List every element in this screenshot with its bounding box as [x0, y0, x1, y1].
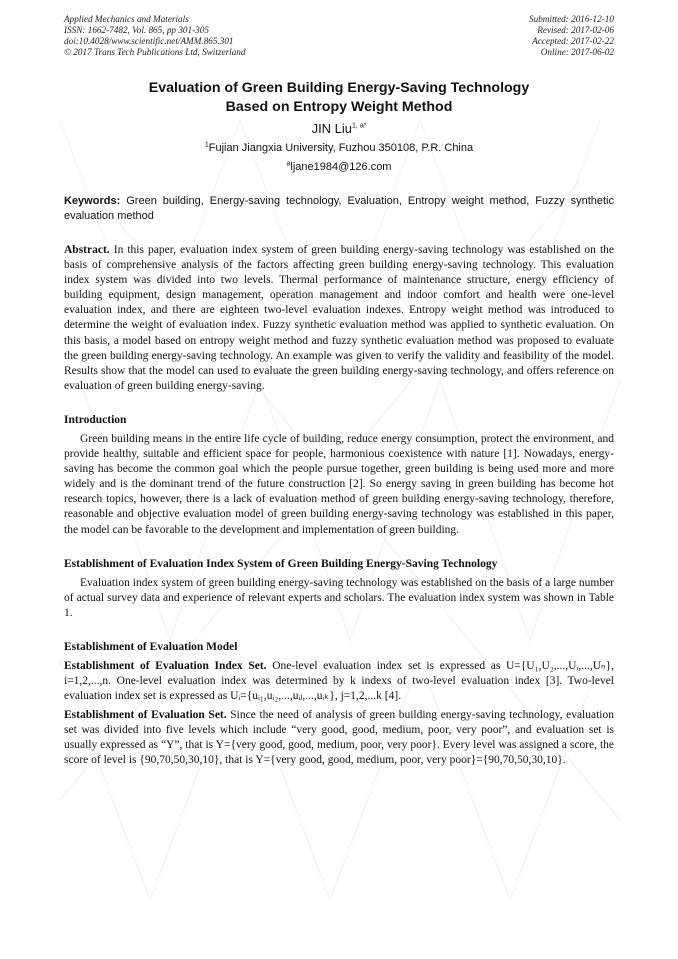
title-line-2: Based on Entropy Weight Method	[225, 99, 453, 115]
email-superscript: a	[286, 160, 291, 168]
paper-content	[64, 14, 614, 769]
author	[64, 121, 614, 136]
accepted-date: Accepted: 2017-02-22	[532, 36, 614, 46]
index-system-paragraph: Evaluation index system of green building energy-saving technology was established on the basis of a large number of actual survey data and experience of relevant experts and scholars. The evaluation index system was shown in Table 1.	[64, 576, 614, 619]
keywords-text: Green building, Energy-saving technology, Evaluation, Entropy weight method, Fuzzy synthetic evaluation method	[64, 195, 614, 222]
submitted-date: Submitted: 2016-12-10	[529, 14, 614, 24]
evaluation-model-heading: Establishment of Evaluation Model	[64, 640, 238, 653]
introduction-heading: Introduction	[64, 413, 127, 426]
author-name: JIN Liu	[311, 121, 353, 136]
journal-name: Applied Mechanics and Materials	[64, 14, 189, 24]
affiliation-text: Fujian Jiangxia University, Fuzhou 350108, P.R. China	[208, 142, 474, 154]
doi: doi:10.4028/www.scientific.net/AMM.865.301	[64, 36, 234, 46]
copyright: © 2017 Trans Tech Publications Ltd, Switzerland	[64, 47, 246, 57]
keywords-label: Keywords:	[64, 195, 121, 207]
index-set-text: One-level evaluation index set is expressed as U={U₁,U₂,...,Uᵢ,...,Uₙ}, i=1,2,...,n. One-level evaluation index was determined by k indexs of two-level evaluation index [3]. Two-level evaluation index set is expressed as Uᵢ={uᵢ₁,uᵢ₂,...,uᵢⱼ,...,uᵢₖ}, j=1,2,...k [4].	[64, 659, 615, 703]
section-introduction	[64, 413, 614, 538]
section-evaluation-model	[64, 640, 614, 769]
paper-title	[64, 79, 614, 117]
abstract	[64, 243, 614, 394]
author-email	[64, 161, 614, 173]
author-superscript: 1, a*	[352, 122, 367, 130]
revised-date: Revised: 2017-02-06	[537, 25, 614, 35]
journal-info	[64, 14, 245, 58]
issn-volume: ISSN: 1662-7482, Vol. 865, pp 301-305	[64, 25, 209, 35]
keywords	[64, 194, 614, 224]
title-line-1: Evaluation of Green Building Energy-Saving Technology	[148, 80, 530, 96]
email-text: ljane1984@126.com	[290, 161, 392, 173]
evaluation-set-text: Since the need of analysis of green building energy-saving technology, evaluation set was divided into five levels which include “very good, good, medium, poor, very poor”, and evaluation set is usually expressed as “Y”, that is Y={very good, good, medium, poor, very poor}. Every level was assigned a score, the score of level is {90,70,50,30,10}, that is Y={very good, good, medium, poor, very poor}={90,70,50,30,10}.	[64, 709, 615, 767]
index-set-paragraph	[64, 659, 614, 704]
affiliation	[64, 142, 614, 154]
abstract-label: Abstract.	[64, 244, 110, 256]
index-set-label: Establishment of Evaluation Index Set.	[64, 659, 267, 672]
affiliation-superscript: 1	[204, 141, 209, 149]
date-info	[529, 14, 614, 58]
evaluation-set-label: Establishment of Evaluation Set.	[64, 709, 227, 722]
introduction-paragraph: Green building means in the entire life cycle of building, reduce energy consumption, protect the environment, and provide healthy, suitable and efficient space for people, harmonious coexistence with nature [1]. Nowadays, energy-saving has become the common goal which the people pursue together, green building is being used more and more widely and is the dominant trend of the future construction [2]. So energy saving in green building has become hot research topics, however, there is a lack of evaluation method of green building energy-saving technology, therefore, reasonable and objective evaluation model of green building energy-saving technology was established in this paper, the model can be favorable to the development and implementation of green building.	[64, 432, 614, 536]
section-index-system	[64, 557, 614, 621]
evaluation-set-paragraph	[64, 708, 614, 768]
index-system-heading: Establishment of Evaluation Index System of Green Building Energy-Saving Technology	[64, 557, 498, 570]
publication-metadata	[64, 14, 614, 58]
abstract-text: In this paper, evaluation index system of green building energy-saving technology was established on the basis of comprehensive analysis of the factors affecting green building energy-saving technology. This evaluation index system was divided into two levels. Thermal performance of maintenance structure, energy efficiency of building equipment, design management, operation management and indoor comfort and health were one-level evaluation index, and there are eighteen two-level evaluation indexes. Entropy weight method was introduced to determine the weight of evaluation index. Fuzzy synthetic evaluation method was applied to synthetic evaluation. On this basis, a model based on entropy weight method and fuzzy synthetic evaluation method was proposed to evaluate the green building energy-saving technology. An example was given to verify the validity and feasibility of the model. Results show that the model can used to evaluate the green building energy-saving technology, and offers reference on evaluation of green building energy-saving.	[64, 244, 615, 392]
online-date: Online: 2017-06-02	[540, 47, 614, 57]
